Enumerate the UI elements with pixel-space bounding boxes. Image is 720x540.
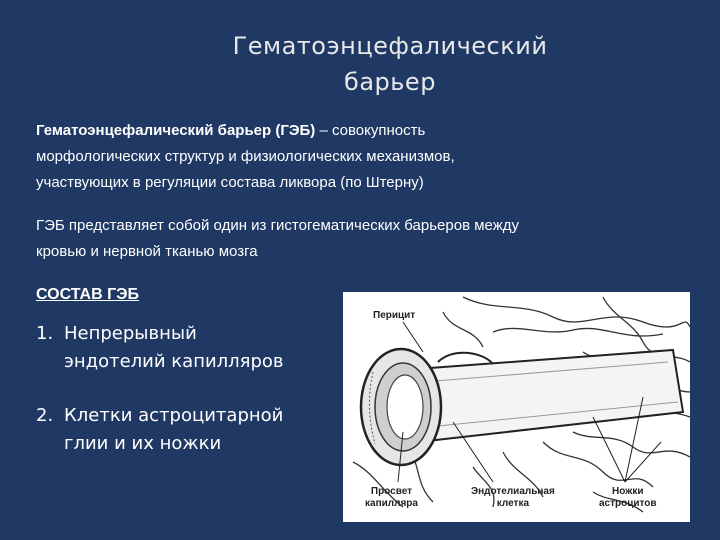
list-item-number: 1. xyxy=(36,323,54,344)
list-item-line-2: эндотелий капилляров xyxy=(64,351,284,372)
barrier-paragraph xyxy=(36,213,676,265)
label-pericyte: Перицит xyxy=(373,310,416,321)
label-feet-line-2: астроцитов xyxy=(599,498,657,509)
label-astrocyte-feet xyxy=(599,486,657,510)
label-lumen xyxy=(365,486,418,510)
composition-list xyxy=(36,320,336,484)
list-item-line-2: глии и их ножки xyxy=(64,433,222,454)
capillary-lumen xyxy=(387,375,423,439)
barrier-line-2: кровью и нервной тканью мозга xyxy=(36,243,258,260)
title-line-2: барьер xyxy=(344,68,436,96)
pericyte-shape xyxy=(438,353,493,364)
definition-rest: – совокупность xyxy=(315,122,426,139)
definition-line-2: морфологических структур и физиологических механизмов, xyxy=(36,148,455,165)
list-item-line-1: Непрерывный xyxy=(64,323,197,344)
list-item xyxy=(36,402,336,458)
label-lumen-line-2: капилляра xyxy=(365,498,418,509)
list-item-number: 2. xyxy=(36,405,54,426)
slide-title xyxy=(160,28,620,100)
label-feet-line-1: Ножки xyxy=(612,486,644,497)
label-endothelial-cell xyxy=(471,486,555,510)
title-line-1: Гематоэнцефалический xyxy=(232,32,548,60)
label-lumen-line-1: Просвет xyxy=(370,486,413,497)
definition-paragraph xyxy=(36,118,676,196)
definition-line-1 xyxy=(36,118,676,144)
definition-line-3: участвующих в регуляции состава ликвора (по Штерну) xyxy=(36,174,424,191)
label-endo-line-2: клетка xyxy=(496,498,530,509)
definition-term: Гематоэнцефалический барьер (ГЭБ) xyxy=(36,122,316,139)
section-heading: СОСТАВ ГЭБ xyxy=(36,286,140,303)
list-item xyxy=(36,320,336,376)
barrier-line-1: ГЭБ представляет собой один из гистогематических барьеров между xyxy=(36,217,519,234)
list-item-line-1: Клетки астроцитарной xyxy=(64,405,284,426)
label-endo-line-1: Эндотелиальная xyxy=(471,486,555,497)
capillary-illustration xyxy=(343,292,690,522)
